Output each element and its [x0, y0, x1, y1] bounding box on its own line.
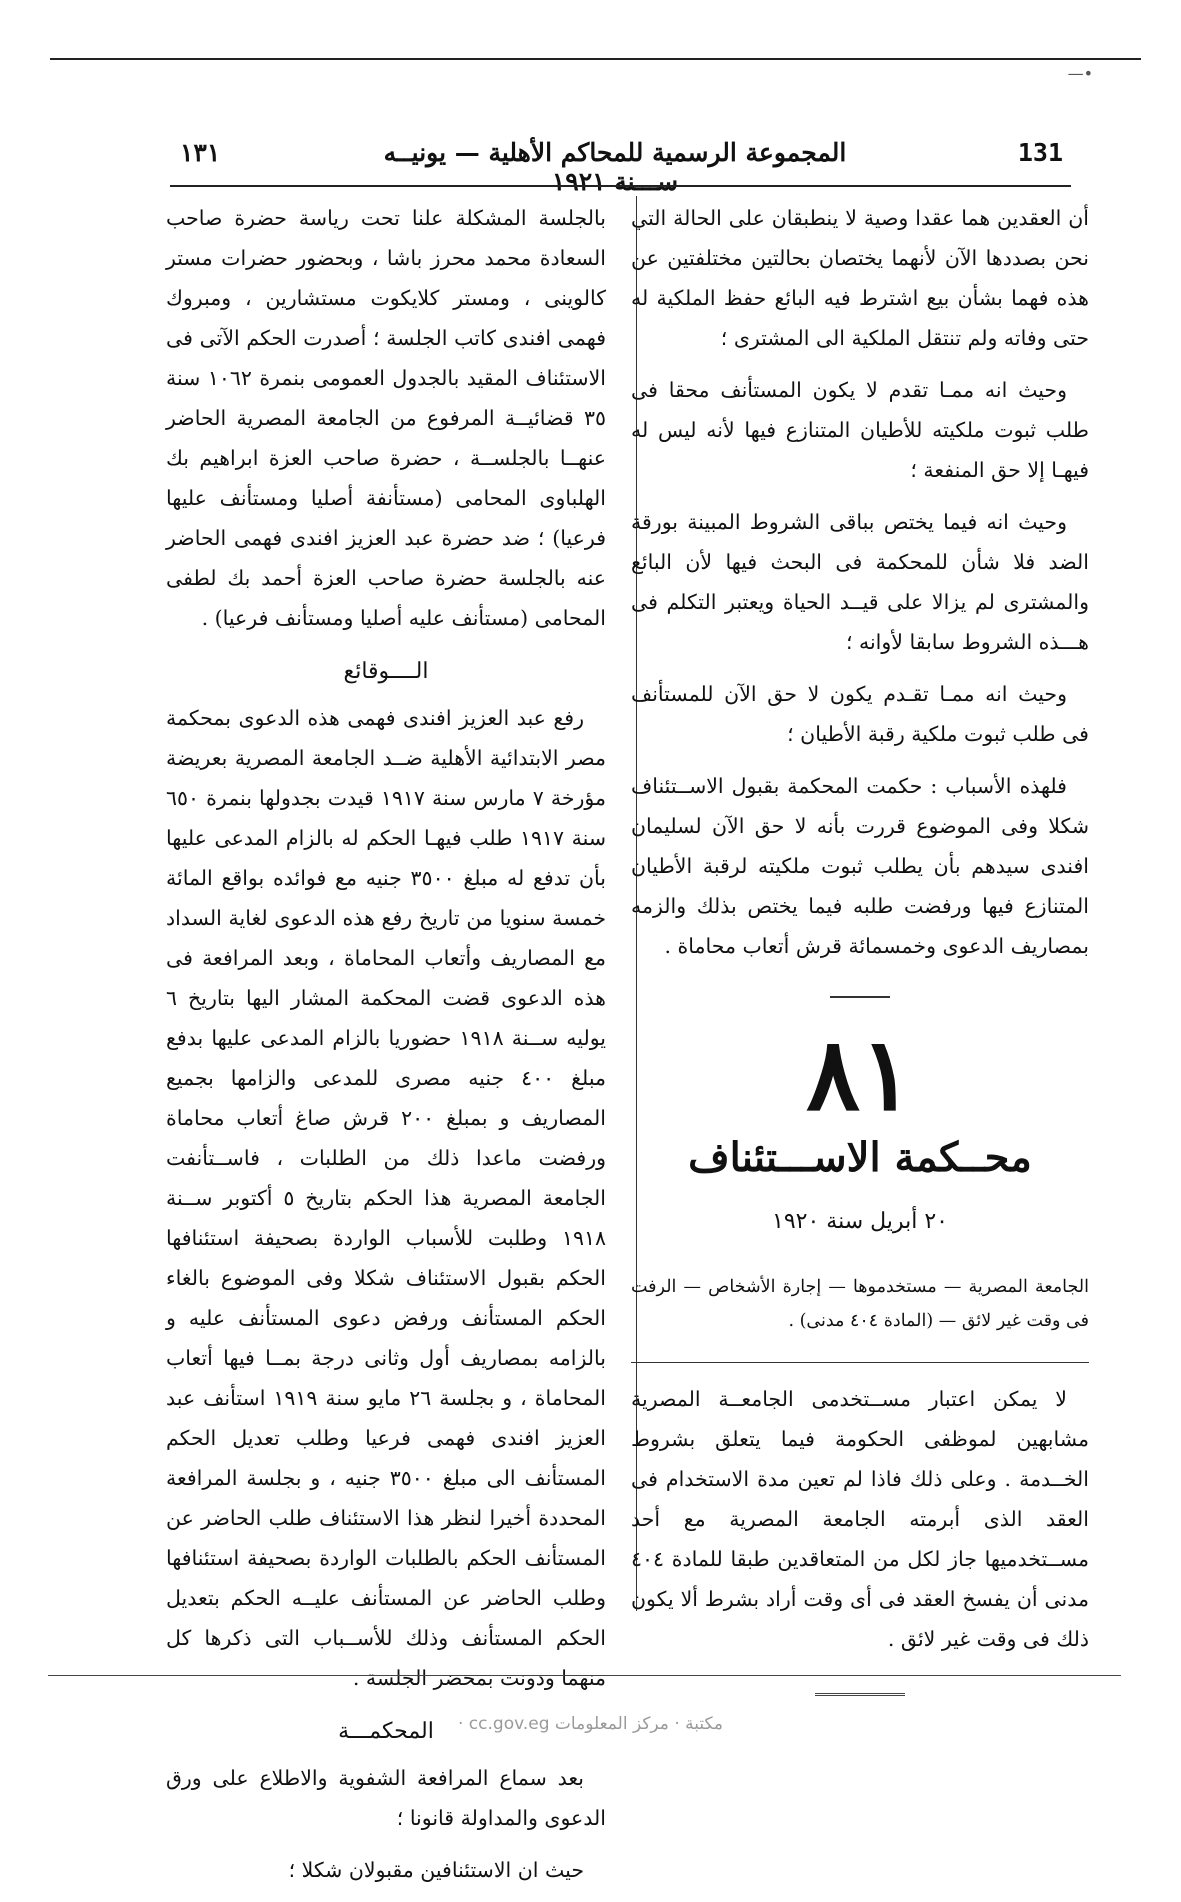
paragraph: بعد سماع المرافعة الشفوية والاطلاع على ورق الدعوى والمداولة قانونا ؛ — [166, 1766, 606, 1830]
legal-holding: لا يمكن اعتبار مســتخدمى الجامعــة المصرية مشابهين لموظفى الحكومة فيما يتعلق بشروط الخــدمة . وعلى ذلك فاذا لم تعين مدة الاستخدام فى العقد الذى أبرمته الجامعة المصرية مع أحد مســتخدميها جاز لكل من المتعاقدين طبقا للمادة ٤٠٤ مدنى أن يفسخ العقد فى أى وقت أراد بشرط ألا يكون ذلك فى وقت غير لائق . — [631, 1387, 1089, 1651]
paragraph: وحيث انه ممـا تقـدم يكون لا حق الآن للمستأنف فى طلب ثبوت ملكية رقبة الأطيان ؛ — [631, 682, 1089, 746]
judgment-date: ٢٠ أبريل سنة ١٩٢٠ — [772, 1209, 948, 1234]
facts-paragraph: رفع عبد العزيز افندى فهمى هذه الدعوى بمحكمة مصر الابتدائية الأهلية ضــد الجامعة المصرية بعريضة مؤرخة ٧ مارس سنة ١٩١٧ قيدت بجدولها بنمرة ٦٥٠ سنة ١٩١٧ طلب فيهـا الحكم له بالزام المدعى عليها بأن تدفع له مبلغ ٣٥٠٠ جنيه مع فوائده بواقع المائة خمسة سنويا من تاريخ رفع هذه الدعوى لغاية السداد مع المصاريف وأتعاب المحاماة ، وبعد المرافعة فى هذه الدعوى قضت المحكمة المشار اليها بتاريخ ٦ يوليه ســنة ١٩١٨ حضوريا بالزام المدعى عليها بدفع مبلغ ٤٠٠ جنيه مصرى للمدعى والزامها بجميع المصاريف و بمبلغ ٢٠٠ قرش صاغ أتعاب محاماة ورفضت ماعدا ذلك من الطلبات ، فاســتأنفت الجامعة المصرية هذا الحكم بتاريخ ٥ أكتوبر ســنة ١٩١٨ وطلبت للأسباب الواردة بصحيفة استئنافها الحكم بقبول الاستئناف شكلا وفى الموضوع بالغاء الحكم المستأنف ورفض دعوى المستأنف عليه و بالزامه بمصاريف أول وثانى درجة بمــا فيها أتعاب المحاماة ، و بجلسة ٢٦ مايو سنة ١٩١٩ استأنف عبد العزيز افندى فهمى فرعيا وطلب تعديل الحكم المستأنف الى مبلغ ٣٥٠٠ جنيه ، و بجلسة المرافعة المحددة أخيرا لنظر هذا الاستئناف طلب الحاضر عن المستأنف الحكم بالطلبات الواردة بصحيفة استئنافها وطلب الحاضر عن المستأنف عليــه الحكم بتعديل الحكم المستأنف وذلك للأســباب التى ذكرها كل منهما ودونت بمحضر الجلسة . — [166, 706, 606, 1690]
keywords-separator — [631, 1362, 1089, 1363]
top-rule — [50, 58, 1141, 60]
page-header — [0, 132, 1181, 196]
end-ornament — [815, 1693, 905, 1696]
facts-heading: الــــوقائع — [343, 659, 429, 684]
right-column — [631, 198, 1089, 1696]
bottom-rule — [48, 1675, 1121, 1676]
left-column — [166, 198, 606, 1902]
paragraph: وحيث انه ممـا تقدم لا يكون المستأنف محقا فى طلب ثبوت ملكيته للأطيان المتنازع فيها لأنه ليس له فيهـا إلا حق المنفعة ؛ — [631, 378, 1089, 482]
verdict-paragraph: فلهذه الأسباب : حكمت المحكمة بقبول الاســتئناف شكلا وفى الموضوع قررت بأنه لا حق الآن لسليمان افندى سيدهم بأن يطلب ثبوت ملكيته لرقبة الأطيان المتنازع فيها ورفضت طلبه فيما يختص بذلك والزمه بمصاريف الدعوى وخمسمائة قرش أتعاب محاماة . — [631, 774, 1089, 958]
paragraph: وحيث انه فيما يختص بباقى الشروط المبينة بورقة الضد فلا شأن للمحكمة فى البحث فيها لأن البائع والمشترى لم يزالا على قيــد الحياة ويعتبر التكلم فى هـــذه الشروط سابقا لأوانه ؛ — [631, 510, 1089, 654]
header-rule — [170, 185, 1071, 187]
page-number-latin: 131 — [1017, 138, 1063, 167]
court-heading: المحكمـــة — [338, 1719, 434, 1744]
session-intro: بالجلسة المشكلة علنا تحت رياسة حضرة صاحب السعادة محمد محرز باشا ، وبحضور حضرات مستر كالوينى ، ومستر كلايكوت مستشارين ، ومبروك فهمى افندى كاتب الجلسة ؛ أصدرت الحكم الآتى فى الاستئناف المقيد بالجدول العمومى بنمرة ١٠٦٢ سنة ٣٥ قضائيــة المرفوع من الجامعة المصرية الحاضر عنهــا بالجلســة ، حضرة صاحب العزة ابراهيم بك الهلباوى المحامى (مستأنفة أصليا ومستأنف عليها فرعيا) ؛ ضد حضرة عبد العزيز افندى فهمى الحاضر عنه بالجلسة حضرة صاحب العزة أحمد بك لطفى المحامى (مستأنف عليه أصليا ومستأنف فرعيا) . — [166, 206, 606, 630]
keywords: الجامعة المصرية — مستخدموها — إجارة الأشخاص — الرفت فى وقت غير لائق — (المادة ٤٠٤ مدنى) . — [631, 1277, 1089, 1331]
paragraph: حيث ان الاستئنافين مقبولان شكلا ؛ — [288, 1858, 584, 1882]
paragraph: أن العقدين هما عقدا وصية لا ينطبقان على الحالة التي نحن بصددها الآن لأنهما يختصان بحالتين مختلفتين عن هذه فهما بشأن بيع اشترط فيه البائع حفظ الملكية له حتى وفاته ولم تنتقل الملكية الى المشترى ؛ — [631, 206, 1089, 350]
header-title: المجموعة الرسمية للمحاكم الأهلية — يونيــه ســـنة ١٩٢١ — [383, 138, 847, 196]
page-number-arabic: ١٣١ — [180, 138, 221, 167]
footer-watermark: مكتبة ‪·‬ مركز المعلومات ‪·‬ cc.gov.eg — [458, 1714, 723, 1734]
court-name: محــكمة الاســـتئناف — [688, 1134, 1032, 1181]
case-number: ٨١ — [806, 1015, 914, 1133]
corner-mark: —• — [1067, 64, 1093, 83]
section-separator — [830, 996, 890, 998]
